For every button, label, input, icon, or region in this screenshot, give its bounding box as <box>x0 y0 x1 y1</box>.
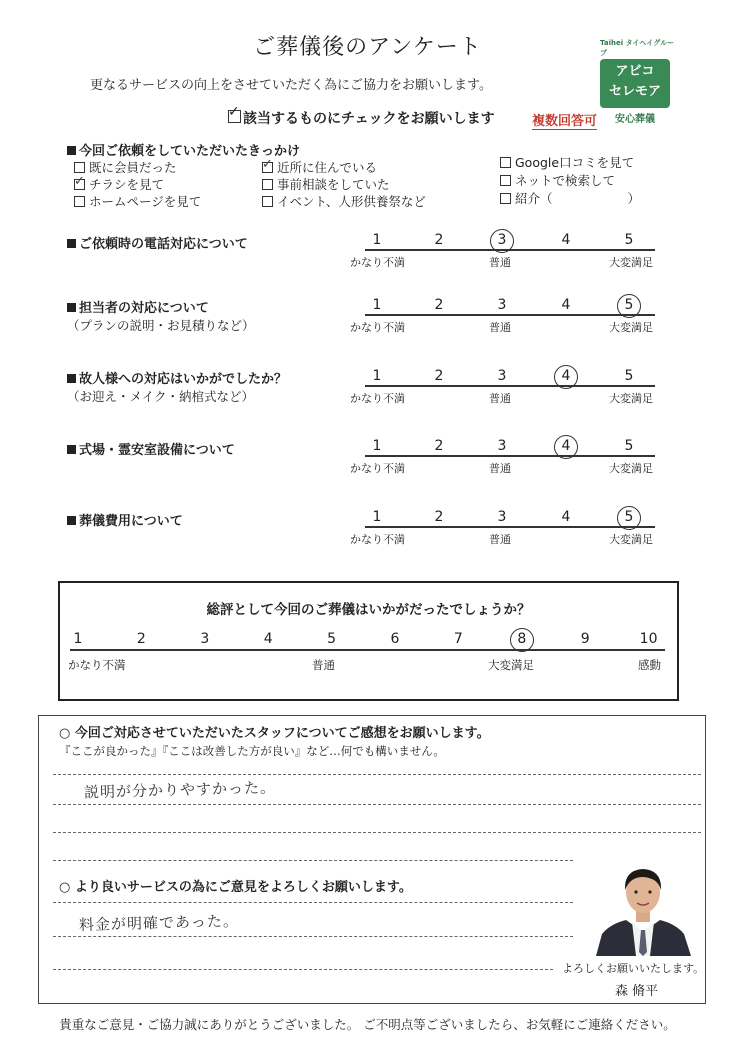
question-phone: ご依頼時の電話対応について <box>67 233 248 252</box>
option-nearby[interactable]: ✓近所に住んでいる <box>262 158 377 176</box>
scale-label-high: 大変満足 <box>609 321 653 334</box>
rating-option[interactable]: 1 <box>372 297 382 313</box>
question-staff: 担当者の対応について （プランの説明・お見積りなど） <box>67 301 255 333</box>
rating-option[interactable]: 4 <box>556 368 576 384</box>
overall-rating-option[interactable]: 4 <box>263 631 273 647</box>
scale-label-low: かなり不満 <box>350 321 405 334</box>
scale-line <box>365 385 655 387</box>
dashed-line <box>53 902 573 903</box>
staff-photo <box>592 860 695 956</box>
rating-option[interactable]: 2 <box>434 438 444 454</box>
rating-option[interactable]: 4 <box>561 297 571 313</box>
square-bullet-icon <box>67 445 76 454</box>
dashed-line <box>53 774 701 775</box>
overall-label-top: 感動 <box>638 658 661 672</box>
rating-option[interactable]: 3 <box>497 368 507 384</box>
option-flyer[interactable]: ✓チラシを見て <box>74 175 164 193</box>
circle-bullet-icon: ○ <box>59 726 75 741</box>
multi-answer-note: 複数回答可 <box>532 110 597 130</box>
page-subtitle: 更なるサービスの向上をさせていただく為にご協力をお願いします。 <box>90 78 492 93</box>
scale-line <box>365 526 655 528</box>
rating-option[interactable]: 3 <box>492 232 512 248</box>
overall-question: 総評として今回のご葬儀はいかがだったでしょうか？ <box>206 602 531 618</box>
overall-label-low: かなり不満 <box>68 658 126 672</box>
scale-label-low: かなり不満 <box>350 533 405 546</box>
scale-label-low: かなり不満 <box>350 462 405 475</box>
overall-rating-option[interactable]: 2 <box>136 631 146 647</box>
dashed-line <box>53 936 573 937</box>
rating-option[interactable]: 2 <box>434 509 444 525</box>
staff-comment-title: ○ 今回ご対応させていただいたスタッフについてご感想をお願いします。 <box>59 726 490 741</box>
square-bullet-icon <box>67 146 76 155</box>
overall-rating-option[interactable]: 10 <box>639 631 658 647</box>
staff-signature: 森 脩平 <box>615 984 659 999</box>
instruction-text: 該当するものにチェックをお願いします <box>243 111 495 127</box>
question-facility: 式場・霊安室設備について <box>67 439 235 458</box>
option-homepage[interactable]: ホームページを見て <box>74 192 201 210</box>
question-deceased-care: 故人様への対応はいかがでしたか？ （お迎え・メイク・納棺式など） <box>67 372 288 404</box>
rating-option[interactable]: 2 <box>434 297 444 313</box>
option-referral[interactable]: 紹介（ ） <box>500 189 640 207</box>
checkbox-icon: ✓ <box>228 110 241 123</box>
rating-option[interactable]: 4 <box>561 232 571 248</box>
scale-label-mid: 普通 <box>489 321 511 334</box>
checkbox-icon[interactable] <box>74 196 85 207</box>
closing-message: よろしくお願いいたします。 <box>562 962 705 975</box>
dashed-line <box>53 804 701 805</box>
checkbox-icon[interactable] <box>74 179 85 190</box>
staff-comment-answer[interactable]: 説明が分かりやすかった。 <box>83 778 277 802</box>
checkbox-icon[interactable] <box>74 162 85 173</box>
overall-rating-box <box>58 581 679 701</box>
option-member[interactable]: 既に会員だった <box>74 158 177 176</box>
footer-message: 貴重なご意見・ご協力誠にありがとうございました。 ご不明点等ございましたら、お気軽にご連絡ください。 <box>59 1017 676 1032</box>
staff-portrait-icon <box>592 860 695 956</box>
checkbox-icon[interactable] <box>262 179 273 190</box>
overall-rating-option[interactable]: 8 <box>512 631 532 647</box>
rating-option[interactable]: 5 <box>619 297 639 313</box>
scale-label-high: 大変満足 <box>609 392 653 405</box>
logo-tagline: 安心葬儀 <box>615 114 655 125</box>
dashed-line <box>53 969 553 970</box>
scale-label-mid: 普通 <box>489 533 511 546</box>
service-comment-title: ○ より良いサービスの為にご意見をよろしくお願いします。 <box>59 880 412 895</box>
option-web-search[interactable]: ネットで検索して <box>500 171 615 189</box>
question-cost: 葬儀費用について <box>67 510 183 529</box>
service-comment-answer[interactable]: 料金が明確であった。 <box>78 911 240 935</box>
rating-option[interactable]: 1 <box>372 232 382 248</box>
rating-option[interactable]: 2 <box>434 232 444 248</box>
rating-option[interactable]: 3 <box>497 297 507 313</box>
group-name: Taihei タイヘイグループ <box>600 39 675 57</box>
scale-label-high: 大変満足 <box>609 462 653 475</box>
scale-label-low: かなり不満 <box>350 392 405 405</box>
option-event[interactable]: イベント、人形供養祭など <box>262 192 426 210</box>
checkbox-icon[interactable] <box>262 196 273 207</box>
overall-label-high: 大変満足 <box>488 658 534 672</box>
rating-option[interactable]: 5 <box>624 232 634 248</box>
scale-label-high: 大変満足 <box>609 256 653 269</box>
scale-label-low: かなり不満 <box>350 256 405 269</box>
scale-line <box>70 649 665 651</box>
trigger-section-title: 今回ご依頼をしていただいたきっかけ <box>67 140 300 159</box>
checkbox-icon[interactable] <box>500 193 511 204</box>
square-bullet-icon <box>67 374 76 383</box>
checkbox-icon[interactable] <box>262 162 273 173</box>
rating-option[interactable]: 3 <box>497 438 507 454</box>
page-title: ご葬儀後のアンケート <box>253 35 482 60</box>
circle-bullet-icon: ○ <box>59 880 75 895</box>
rating-option[interactable]: 5 <box>624 368 634 384</box>
rating-option[interactable]: 4 <box>561 509 571 525</box>
rating-option[interactable]: 3 <box>497 509 507 525</box>
rating-option[interactable]: 4 <box>556 438 576 454</box>
logo-line2: セレモア <box>608 84 661 99</box>
scale-label-mid: 普通 <box>489 392 511 405</box>
square-bullet-icon <box>67 239 76 248</box>
instruction <box>228 104 495 128</box>
dashed-line <box>53 832 701 833</box>
overall-rating-option[interactable]: 7 <box>453 631 463 647</box>
rating-option[interactable]: 1 <box>372 438 382 454</box>
rating-option[interactable]: 5 <box>624 438 634 454</box>
overall-rating-option[interactable]: 3 <box>200 631 210 647</box>
checkbox-icon[interactable] <box>500 157 511 168</box>
square-bullet-icon <box>67 516 76 525</box>
overall-label-mid: 普通 <box>312 658 335 672</box>
overall-rating-option[interactable]: 5 <box>327 631 337 647</box>
company-logo <box>600 38 680 125</box>
option-google[interactable]: Google口コミを見て <box>500 153 634 171</box>
scale-label-mid: 普通 <box>489 462 511 475</box>
scale-label-high: 大変満足 <box>609 533 653 546</box>
logo-badge <box>600 59 670 108</box>
dashed-line <box>53 860 573 861</box>
logo-line1: アビコ <box>615 64 655 79</box>
option-consultation[interactable]: 事前相談をしていた <box>262 175 390 193</box>
rating-option[interactable]: 2 <box>434 368 444 384</box>
rating-option[interactable]: 5 <box>619 509 639 525</box>
overall-rating-option[interactable]: 6 <box>390 631 400 647</box>
checkbox-icon[interactable] <box>500 175 511 186</box>
scale-line <box>365 314 655 316</box>
overall-rating-option[interactable]: 9 <box>580 631 590 647</box>
staff-comment-hint: 『ここが良かった』『ここは改善した方が良い』など…何でも構いません。 <box>59 744 445 758</box>
square-bullet-icon <box>67 303 76 312</box>
overall-rating-option[interactable]: 1 <box>73 631 83 647</box>
scale-label-mid: 普通 <box>489 256 511 269</box>
rating-option[interactable]: 1 <box>372 509 382 525</box>
scale-line <box>365 455 655 457</box>
rating-option[interactable]: 1 <box>372 368 382 384</box>
